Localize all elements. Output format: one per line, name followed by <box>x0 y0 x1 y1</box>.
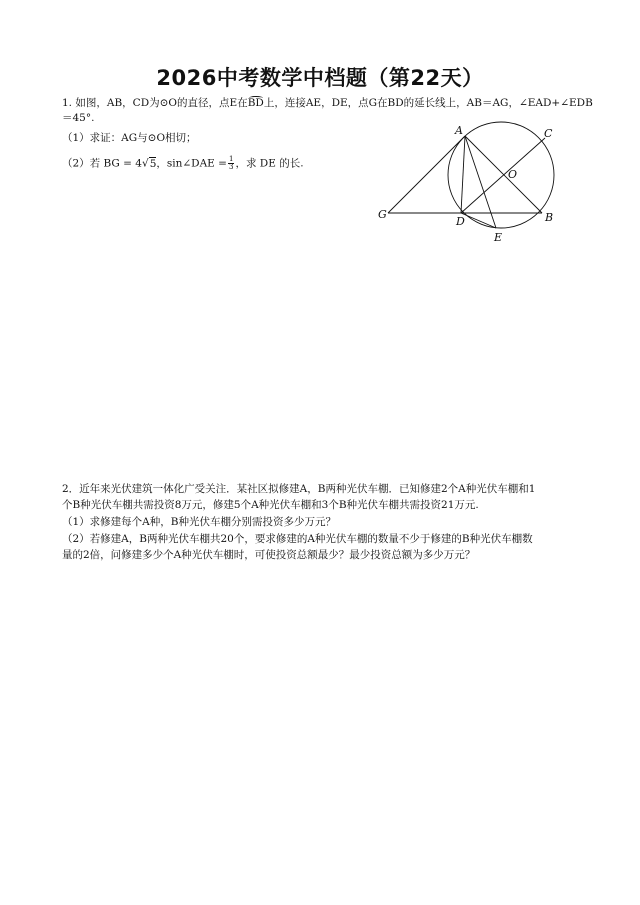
segment-de <box>461 213 496 228</box>
q1-part2-c: ，求 DE 的长. <box>235 157 304 170</box>
q1-part2-root: 5 <box>149 157 157 170</box>
page-title: 2026中考数学中档题（第22天） <box>156 66 484 90</box>
segment-ag <box>388 136 465 213</box>
label-a: A <box>455 124 463 137</box>
q2-part2-line1: （2）若修建A，B两种光伏车棚共20个，要求修建的A种光伏车棚的数量不少于修建的B种光伏车棚数 <box>62 533 533 545</box>
q1-text-a: 1. 如图，AB，CD为⊙O的直径，点E在 <box>62 97 248 109</box>
label-g: G <box>378 208 387 221</box>
segment-cd <box>461 138 545 213</box>
label-d: D <box>456 215 465 228</box>
q1-line2: ＝45°. <box>62 112 95 124</box>
q1-text-b: 上，连接AE，DE，点G在BD的延长线上，AB＝AG，∠EAD+∠EDB <box>263 97 593 109</box>
q2-part2-line2: 量的2倍，问修建多少个A种光伏车棚时，可使投资总额最少？最少投资总额为多少万元？ <box>62 549 476 561</box>
geometry-figure <box>370 118 570 248</box>
q1-part2 <box>62 156 304 171</box>
segment-ad <box>461 136 465 213</box>
label-e: E <box>494 231 503 244</box>
label-c: C <box>544 127 553 140</box>
sqrt-sign: √ <box>141 157 149 170</box>
q1-arc-bd: BD <box>247 97 264 109</box>
label-o: O <box>508 168 518 181</box>
circle-o <box>448 122 554 228</box>
q2-part1: （1）求修建每个A种，B种光伏车棚分别需投资多少万元？ <box>62 516 336 528</box>
q2-line2: 个B种光伏车棚共需投资8万元，修建5个A种光伏车棚和3个B种光伏车棚共需投资21万元. <box>62 499 479 511</box>
segment-ae <box>465 136 496 228</box>
fraction <box>228 156 234 171</box>
q1-line1 <box>62 96 593 110</box>
fraction-numerator: 1 <box>228 155 234 163</box>
fraction-denominator: 3 <box>228 163 234 171</box>
q1-part1: （1）求证：AG与⊙O相切； <box>62 132 197 144</box>
q1-part2-b: ，sin∠DAE = <box>156 157 227 170</box>
label-b: B <box>545 211 554 224</box>
q1-part2-a: （2）若 BG = 4 <box>62 157 142 170</box>
q2-line1: 2．近年来光伏建筑一体化广受关注．某社区拟修建A，B两种光伏车棚．已知修建2个A种光伏车棚和1 <box>62 483 536 495</box>
